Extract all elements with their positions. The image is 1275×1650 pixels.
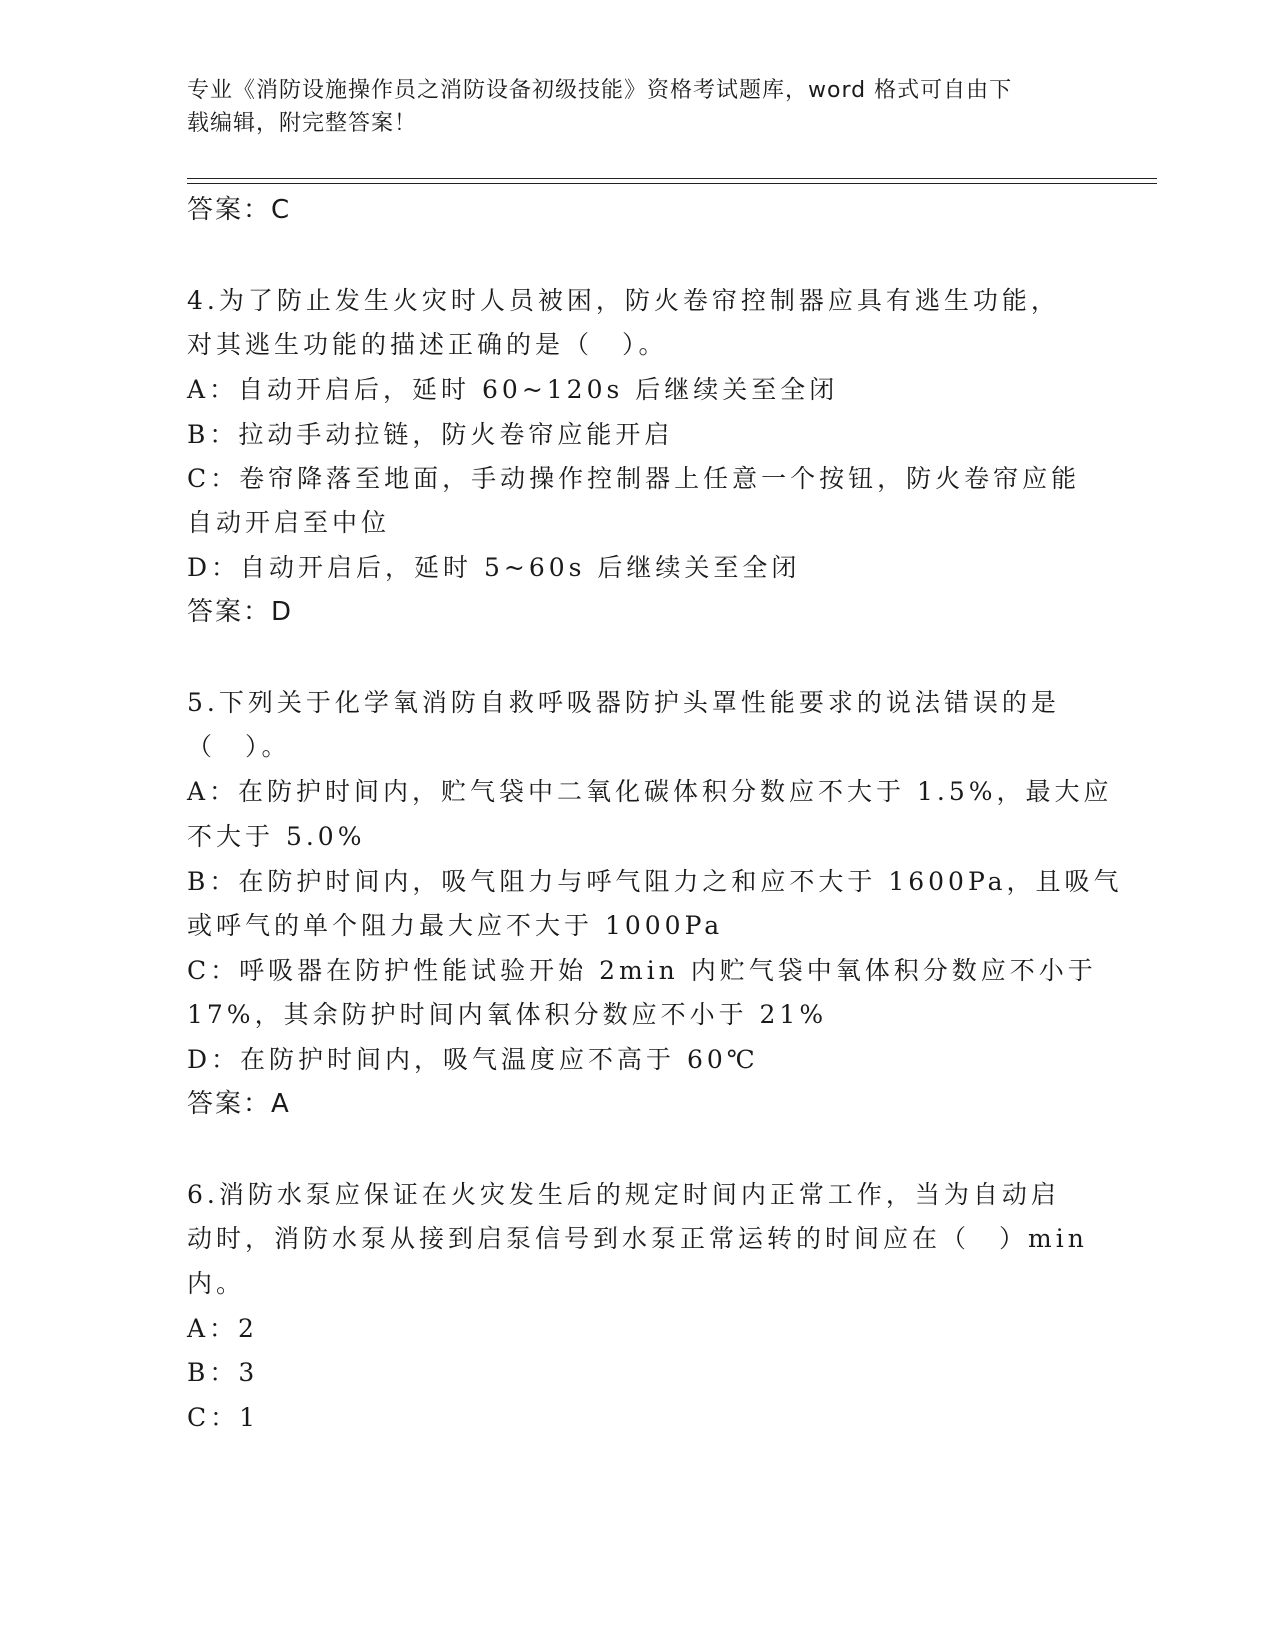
q5-option-a-line-2: 不大于 5.0% (187, 822, 366, 851)
q6-stem-line-2: 动时，消防水泵从接到启泵信号到水泵正常运转的时间应在（ ）min (187, 1224, 1088, 1253)
q6-stem-line-3: 内。 (187, 1269, 246, 1298)
q5-stem-line-2: （ ）。 (187, 732, 291, 761)
q4-stem-line-2: 对其逃生功能的描述正确的是（ ）。 (187, 330, 668, 359)
q5-option-d: D：在防护时间内，吸气温度应不高于 60℃ (187, 1045, 759, 1074)
page-header (187, 74, 1087, 140)
q4-option-c-line-1: C：卷帘降落至地面，手动操作控制器上任意一个按钮，防火卷帘应能 (187, 464, 1081, 493)
header-divider-bottom (187, 183, 1157, 184)
q6-option-a: A：2 (187, 1314, 258, 1343)
q5-option-c-line-1: C：呼吸器在防护性能试验开始 2min 内贮气袋中氧体积分数应不小于 (187, 956, 1097, 985)
q5-option-b-line-2: 或呼气的单个阻力最大应不大于 1000Pa (187, 911, 724, 940)
q4-option-d: D：自动开启后，延时 5~60s 后继续关至全闭 (187, 553, 801, 582)
q6-option-b: B：3 (187, 1358, 259, 1387)
header-line-2: 载编辑，附完整答案！ (187, 111, 418, 136)
answer-q5: 答案：A (187, 1089, 291, 1119)
q4-option-c-line-2: 自动开启至中位 (187, 508, 391, 537)
q4-option-a: A：自动开启后，延时 60~120s 后继续关至全闭 (187, 375, 839, 404)
header-line-1: 专业《消防设施操作员之消防设备初级技能》资格考试题库，word 格式可自由下 (187, 78, 1013, 103)
answer-q3: 答案：C (187, 195, 292, 225)
q4-option-b: B：拉动手动拉链，防火卷帘应能开启 (187, 420, 674, 449)
q6-option-c: C：1 (187, 1403, 260, 1432)
answer-q4: 答案：D (187, 597, 294, 627)
q6-stem-line-1: 6.消防水泵应保证在火灾发生后的规定时间内正常工作，当为自动启 (187, 1180, 1060, 1209)
q5-option-c-line-2: 17%，其余防护时间内氧体积分数应不小于 21% (187, 1000, 828, 1029)
q5-option-a-line-1: A：在防护时间内，贮气袋中二氧化碳体积分数应不大于 1.5%，最大应 (187, 777, 1113, 806)
q5-option-b-line-1: B：在防护时间内，吸气阻力与呼气阻力之和应不大于 1600Pa，且吸气 (187, 867, 1123, 896)
header-divider-top (187, 178, 1157, 179)
q4-stem-line-1: 4.为了防止发生火灾时人员被困，防火卷帘控制器应具有逃生功能， (187, 286, 1060, 315)
q5-stem-line-1: 5.下列关于化学氧消防自救呼吸器防护头罩性能要求的说法错误的是 (187, 688, 1060, 717)
